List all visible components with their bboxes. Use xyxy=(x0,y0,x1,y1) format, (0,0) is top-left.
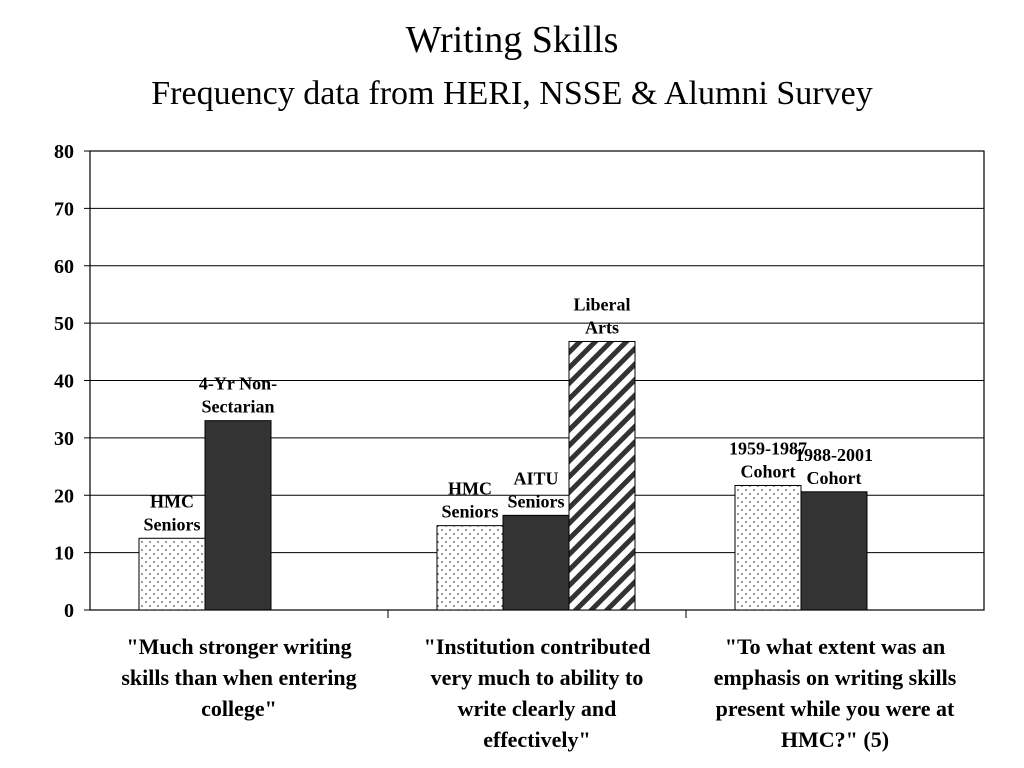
bar-data-label: HMC Seniors xyxy=(143,491,201,535)
bar-data-label: 4-Yr Non-Sectarian xyxy=(198,373,278,417)
chart-title: Writing Skills xyxy=(405,19,619,61)
y-tick-label: 70 xyxy=(54,198,74,221)
chart-subtitle: Frequency data from HERI, NSSE & Alumni Survey xyxy=(151,75,873,112)
x-category-label: "Much stronger writing skills than when entering college" xyxy=(121,634,357,721)
bar xyxy=(437,526,503,610)
bar xyxy=(569,341,635,610)
y-tick-label: 0 xyxy=(64,600,74,622)
bar xyxy=(735,485,801,610)
y-tick-label: 20 xyxy=(54,485,74,508)
plot-area xyxy=(54,141,984,752)
y-tick-label: 80 xyxy=(54,141,74,163)
y-tick-label: 10 xyxy=(54,542,74,565)
x-category-label: "To what extent was an emphasis on writing skills present while you were at HMC?" (5) xyxy=(713,634,957,752)
y-tick-label: 60 xyxy=(54,255,74,278)
bar-data-label: HMC Seniors xyxy=(441,478,499,522)
y-tick-label: 50 xyxy=(54,313,74,336)
y-tick-label: 40 xyxy=(54,370,74,393)
y-tick-label: 30 xyxy=(54,427,74,450)
bar-data-label: AITU Seniors xyxy=(507,468,565,512)
bar xyxy=(205,421,271,610)
bar xyxy=(801,492,867,610)
bar xyxy=(139,538,205,610)
bar-data-label: 1959-1987 Cohort xyxy=(729,438,807,482)
bar-data-label: 1988-2001 Cohort xyxy=(795,444,873,488)
bar xyxy=(503,515,569,610)
bar-data-label: Liberal Arts xyxy=(573,294,631,338)
x-category-label: "Institution contributed very much to ability to write clearly and effectively" xyxy=(423,634,651,752)
